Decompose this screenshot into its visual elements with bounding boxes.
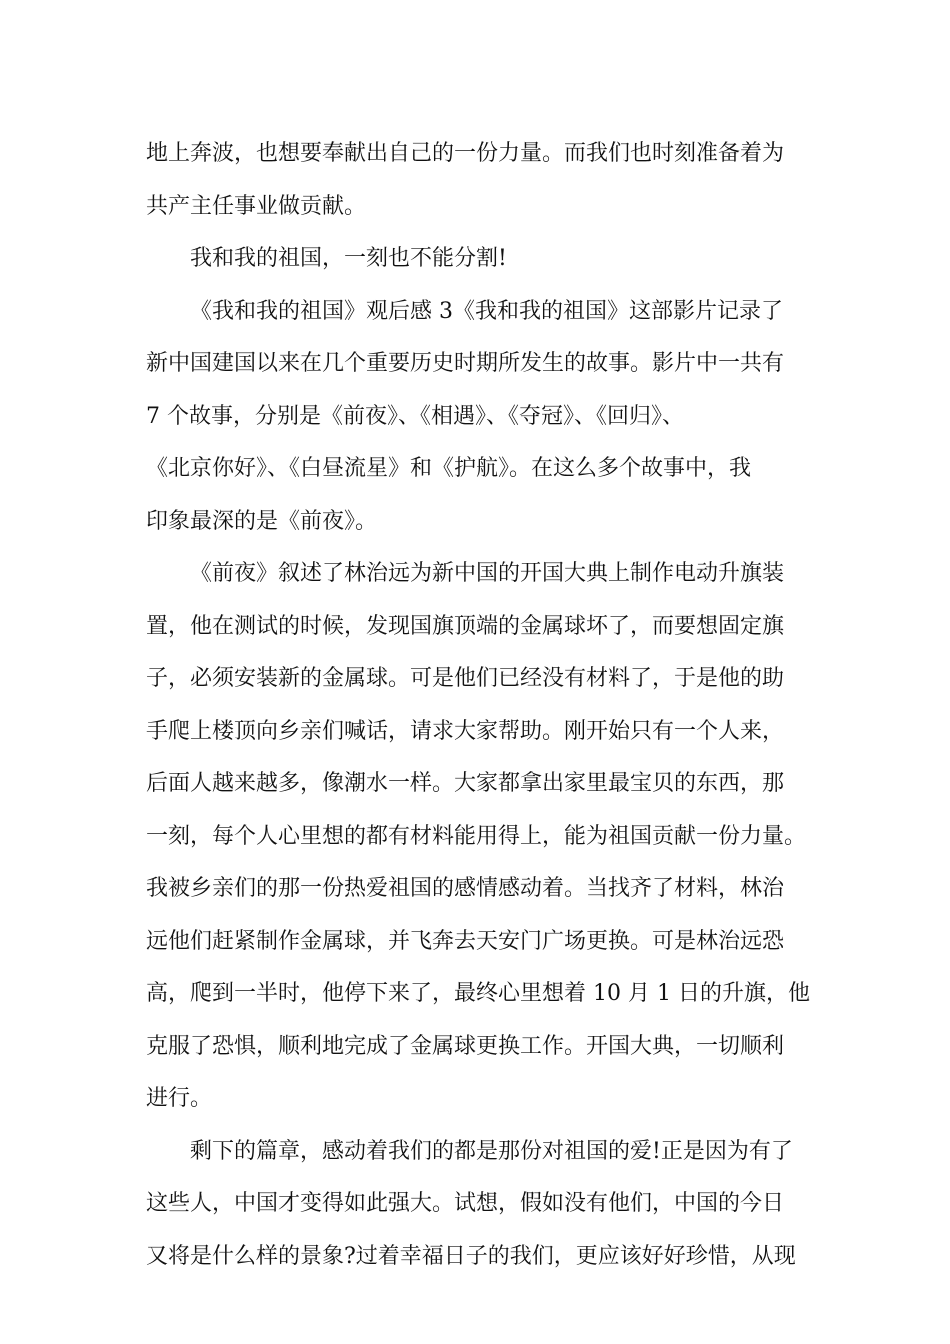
text-line: 《前夜》叙述了林治远为新中国的开国大典上制作电动升旗装 [190, 561, 785, 586]
text-line: 剩下的篇章，感动着我们的都是那份对祖国的爱!正是因为有了 [190, 1138, 793, 1164]
text-line: 《我和我的祖国》观后感 3《我和我的祖国》这部影片记录了 [190, 298, 783, 324]
text-line: 置，他在测试的时候，发现国旗顶端的金属球坏了，而要想固定旗 [146, 613, 785, 639]
text-line: 手爬上楼顶向乡亲们喊话，请求大家帮助。刚开始只有一个人来， [146, 718, 785, 744]
text-line: 这些人，中国才变得如此强大。试想，假如没有他们，中国的今日 [146, 1191, 785, 1216]
body-text [146, 128, 826, 1283]
text-line: 我和我的祖国，一刻也不能分割! [190, 246, 507, 271]
text-line: 远他们赶紧制作金属球，并飞奔去天安门广场更换。可是林治远恐 [146, 928, 785, 954]
text-line: 《北京你好》、《白昼流星》和《护航》。在这么多个故事中，我 [146, 456, 752, 481]
text-line: 高，爬到一半时，他停下来了，最终心里想着 10 月 1 日的升旗，他 [146, 981, 810, 1006]
text-line: 印象最深的是《前夜》。 [146, 508, 378, 534]
text-line: 进行。 [146, 1086, 213, 1111]
text-line: 7 个故事，分别是《前夜》、《相遇》、《夺冠》、《回归》、 [146, 403, 684, 429]
text-line: 一刻，每个人心里想的都有材料能用得上，能为祖国贡献一份力量。 [146, 823, 807, 849]
text-line: 子，必须安装新的金属球。可是他们已经没有材料了，于是他的助 [146, 666, 785, 691]
text-line: 克服了恐惧，顺利地完成了金属球更换工作。开国大典，一切顺利 [146, 1033, 785, 1059]
text-line: 共产主任事业做贡献。 [146, 193, 367, 219]
text-line: 我被乡亲们的那一份热爱祖国的感情感动着。当找齐了材料，林治 [146, 876, 785, 901]
text-line: 新中国建国以来在几个重要历史时期所发生的故事。影片中一共有 [146, 351, 785, 376]
text-line: 地上奔波，也想要奉献出自己的一份力量。而我们也时刻准备着为 [146, 141, 785, 166]
text-line: 又将是什么样的景象?过着幸福日子的我们，更应该好好珍惜，从现 [146, 1243, 796, 1269]
text-line: 后面人越来越多，像潮水一样。大家都拿出家里最宝贝的东西，那 [146, 771, 785, 796]
